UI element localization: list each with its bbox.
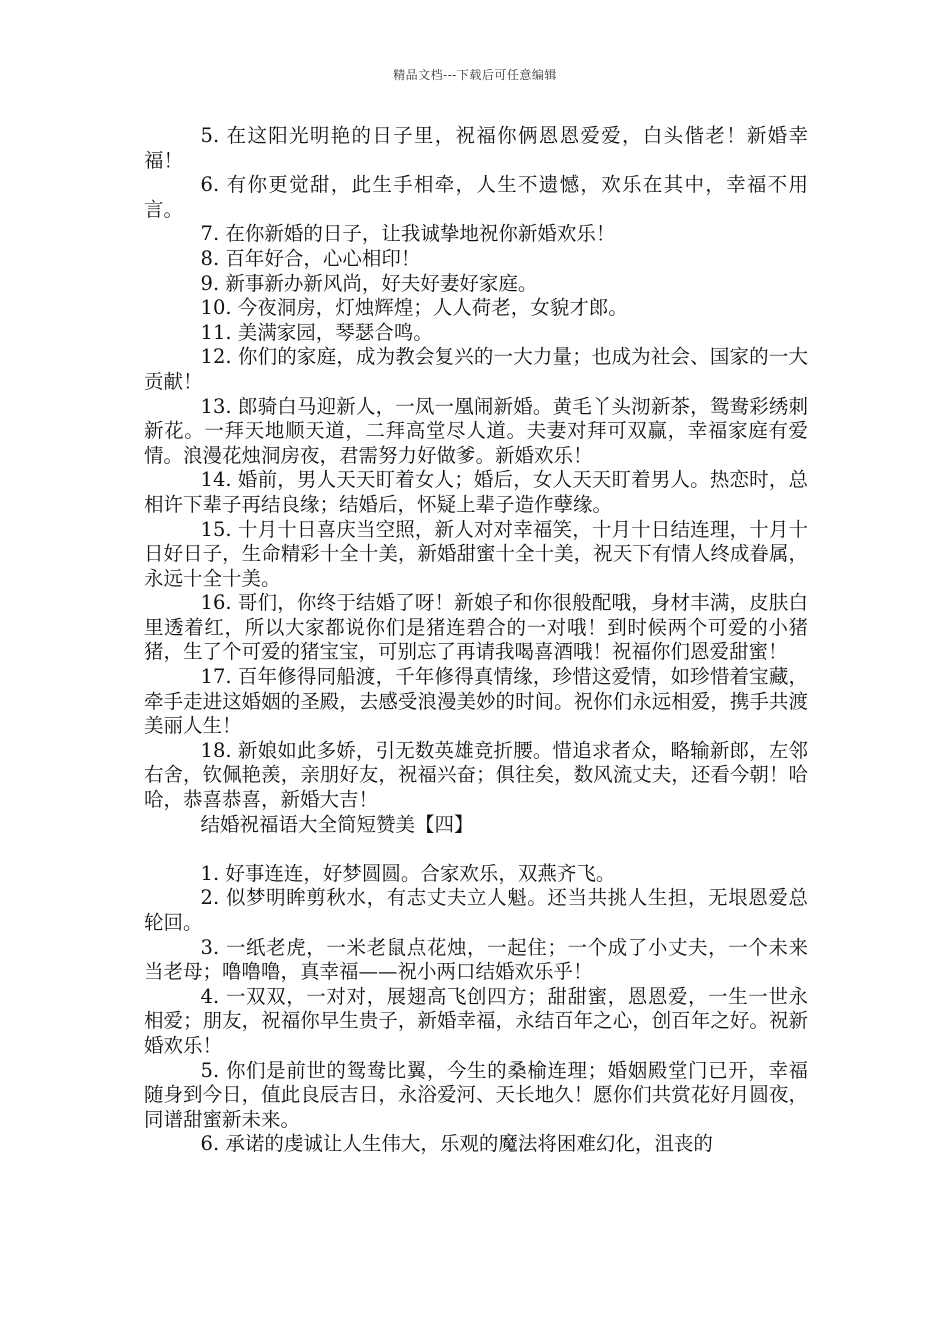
paragraph-18: 18. 新娘如此多娇，引无数英雄竞折腰。惜追求者众，略输新郎，左邻右舍，钦佩艳羡，亲朋好友，祝福兴奋；俱往矣，数风流丈夫，还看今朝！哈哈，恭喜恭喜，新婚大吉！ bbox=[144, 738, 808, 812]
paragraph-7: 7. 在你新婚的日子，让我诚挚地祝你新婚欢乐！ bbox=[200, 222, 616, 246]
section4-paragraph-1: 1. 好事连连，好梦圆圆。合家欢乐，双燕齐飞。 bbox=[200, 861, 616, 885]
section4-paragraph-4: 4. 一双双，一对对，展翅高飞创四方；甜甜蜜，恩恩爱，一生一世永相爱；朋友，祝福你早生贵子，新婚幸福，永结百年之心，创百年之好。祝新婚欢乐！ bbox=[144, 984, 808, 1057]
paragraph-10: 10. 今夜洞房，灯烛辉煌；人人荷老，女貌才郎。 bbox=[200, 296, 628, 320]
paragraph-15: 15. 十月十日喜庆当空照，新人对对幸福笑，十月十日结连理，十月十日好日子，生命精彩十全十美，新婚甜蜜十全十美，祝天下有情人终成眷属，永远十全十美。 bbox=[144, 517, 808, 590]
page-header: 精品文档---下载后可任意编辑 bbox=[393, 68, 557, 82]
blank-line bbox=[144, 837, 808, 862]
paragraph-14: 14. 婚前，男人天天盯着女人；婚后，女人天天盯着男人。热恋时，总相许下辈子再结良缘；结婚后，怀疑上辈子造作孽缘。 bbox=[144, 468, 808, 516]
paragraph-16: 16. 哥们，你终于结婚了呀！新娘子和你很般配哦，身材丰满，皮肤白里透着红，所以大家都说你们是猪连碧合的一对哦！到时候两个可爱的小猪猪，生了个可爱的猪宝宝，可别忘了再请我喝喜酒哦！祝福你们恩爱甜蜜！ bbox=[144, 591, 808, 664]
section4-paragraph-2: 2. 似梦明眸剪秋水，有志丈夫立人魁。还当共挑人生担，无垠恩爱总轮回。 bbox=[144, 886, 808, 934]
paragraph-17: 17. 百年修得同船渡，千年修得真情缘，珍惜这爱情，如珍惜着宝藏，牵手走进这婚姻的圣殿，去感受浪漫美妙的时间。祝你们永远相爱，携手共渡美丽人生！ bbox=[144, 665, 808, 738]
paragraph-13: 13. 郎骑白马迎新人，一凤一凰闹新婚。黄毛丫头沏新茶，鸳鸯彩绣刺新花。一拜天地顺天道，二拜高堂尽人道。夫妻对拜可双赢，幸福家庭有爱情。浪漫花烛洞房夜，君需努力好做爹。新婚欢乐！ bbox=[144, 394, 808, 467]
paragraph-5: 5. 在这阳光明艳的日子里，祝福你俩恩恩爱爱，白头偕老！新婚幸福！ bbox=[144, 124, 808, 172]
paragraph-12: 12. 你们的家庭，成为教会复兴的一大力量；也成为社会、国家的一大贡献！ bbox=[144, 345, 808, 393]
section4-paragraph-6: 6. 承诺的虔诚让人生伟大，乐观的魔法将困难幻化，沮丧的 bbox=[200, 1132, 713, 1156]
paragraph-11: 11. 美满家园，琴瑟合鸣。 bbox=[200, 320, 433, 344]
document-body bbox=[144, 124, 808, 1157]
section4-paragraph-5: 5. 你们是前世的鸳鸯比翼，今生的桑榆连理；婚姻殿堂门已开，幸福随身到今日，值此良辰吉日，永浴爱河、天长地久！愿你们共赏花好月圆夜，同谱甜蜜新未来。 bbox=[144, 1058, 808, 1131]
paragraph-6: 6. 有你更觉甜，此生手相牵，人生不遗憾，欢乐在其中，幸福不用言。 bbox=[144, 173, 808, 221]
paragraph-8: 8. 百年好合，心心相印！ bbox=[200, 246, 421, 270]
paragraph-9: 9. 新事新办新风尚，好夫好妻好家庭。 bbox=[200, 271, 538, 295]
section4-paragraph-3: 3. 一纸老虎，一米老鼠点花烛，一起住；一个成了小丈夫，一个未来当老母；噜噜噜，真幸福——祝小两口结婚欢乐乎！ bbox=[144, 935, 808, 984]
section-heading: 结婚祝福语大全简短赞美【四】 bbox=[200, 812, 474, 836]
